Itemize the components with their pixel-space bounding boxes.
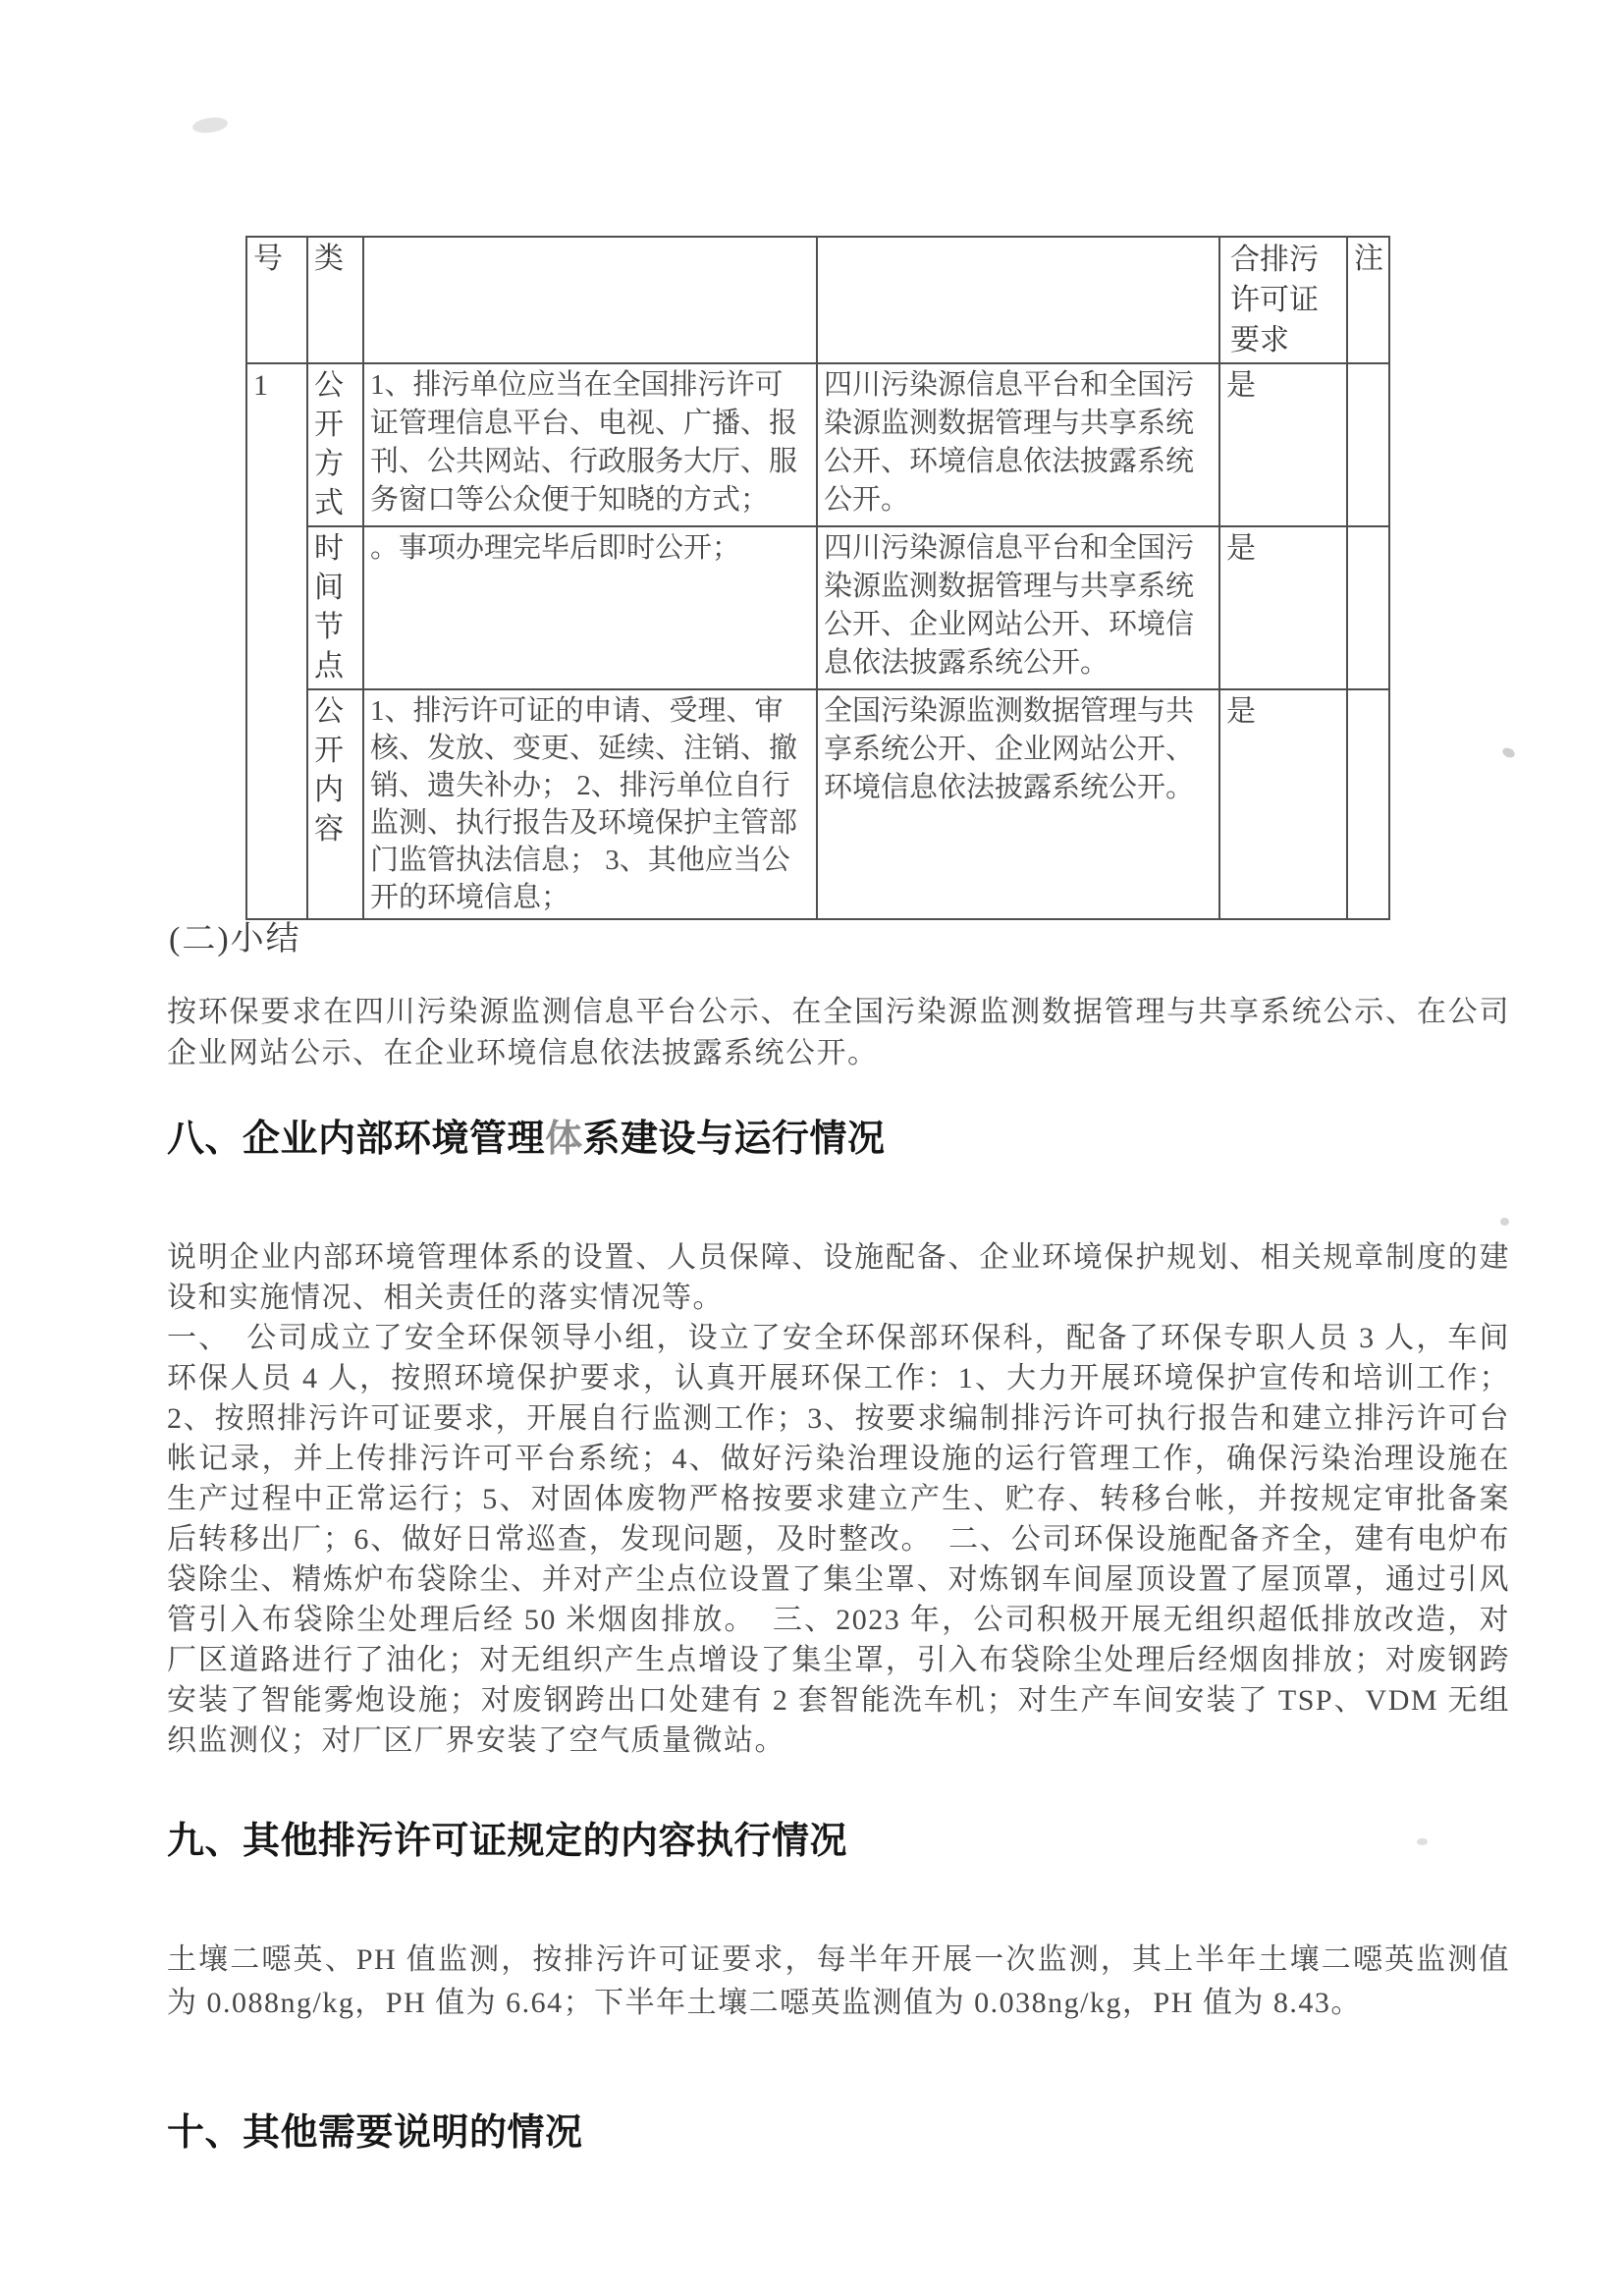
scan-speck (1417, 1838, 1428, 1845)
section-8-heading-prefix: 八、企业内部环境管理 (167, 1119, 546, 1160)
summary-paragraph: 按环保要求在四川污染源监测信息平台公示、在全国污染源监测数据管理与共享系统公示、在公司企业网站公示、在企业环境信息依法披露系统公开。 (167, 996, 1510, 1069)
section-8-heading (167, 1108, 886, 1162)
row-actual: 全国污染源监测数据管理与共享系统公开、企业网站公开、环境信息依法披露系统公开。 (817, 689, 1219, 919)
row-compliance: 是 (1219, 689, 1347, 919)
row-actual: 四川污染源信息平台和全国污染源监测数据管理与共享系统公开、环境信息依法披露系统公开。 (817, 363, 1219, 526)
header-actual (817, 237, 1219, 363)
subsection-label: (二)小结 (169, 921, 301, 957)
row-note (1347, 363, 1389, 526)
row-category: 时间节点 (307, 526, 363, 689)
section-8-body (167, 1237, 1510, 1761)
header-note: 注 (1347, 237, 1389, 363)
scan-speck (191, 116, 229, 136)
scan-speck (1500, 1218, 1509, 1226)
table-row (246, 689, 1389, 919)
section-8-heading-suffix: 系建设与运行情况 (582, 1119, 886, 1160)
header-category: 类 (307, 237, 363, 363)
table-header-row (246, 237, 1389, 363)
table-row (246, 363, 1389, 526)
disclosure-table (245, 236, 1390, 920)
section-8-paragraph-1: 说明企业内部环境管理体系的设置、人员保障、设施配备、企业环境保护规划、相关规章制度的建设和实施情况、相关责任的落实情况等。 (167, 1241, 1510, 1314)
row-note (1347, 526, 1389, 689)
row-requirement: 1、排污许可证的申请、受理、审核、发放、变更、延续、注销、撤销、遗失补办； 2、排污单位自行监测、执行报告及环境保护主管部门监管执法信息； 3、其他应当公开的环境信息； (363, 689, 817, 919)
section-8-heading-faded-char: 体 (545, 1119, 583, 1160)
scan-speck (1501, 746, 1517, 760)
header-seq: 号 (246, 237, 307, 363)
table-row (246, 526, 1389, 689)
section-10-heading: 十、其他需要说明的情况 (167, 2112, 583, 2154)
row-seq-number: 1 (246, 363, 307, 919)
header-requirement (363, 237, 817, 363)
row-category: 公开方式 (307, 363, 363, 526)
row-compliance: 是 (1219, 363, 1347, 526)
section-9-heading: 九、其他排污许可证规定的内容执行情况 (167, 1821, 848, 1862)
row-compliance: 是 (1219, 526, 1347, 689)
row-actual: 四川污染源信息平台和全国污染源监测数据管理与共享系统公开、企业网站公开、环境信息依法披露系统公开。 (817, 526, 1219, 689)
row-requirement: 。事项办理完毕后即时公开； (363, 526, 817, 689)
section-8-paragraph-2: 一、 公司成立了安全环保领导小组，设立了安全环保部环保科，配备了环保专职人员 3 人，车间环保人员 4 人，按照环境保护要求，认真开展环保工作：1、大力开展环境保护宣传和培训工作；2、按照排污许可证要求，开展自行监测工作；3、按要求编制排污许可执行报告和建立排污许可台帐记录，并上传排污许可平台系统；4、做好污染治理设施的运行管理工作，确保污染治理设施在生产过程中正常运行；5、对固体废物严格按要求建立产生、贮存、转移台帐，并按规定审批备案后转移出厂；6、做好日常巡查，发现问题，及时整改。 二、公司环保设施配备齐全，建有电炉布袋除尘、精炼炉布袋除尘、并对产尘点位设置了集尘罩、对炼钢车间屋顶设置了屋顶罩，通过引风管引入布袋除尘处理后经 50 米烟囱排放。 三、2023 年，公司积极开展无组织超低排放改造，对厂区道路进行了油化；对无组织产生点增设了集尘罩，引入布袋除尘处理后经烟囱排放；对废钢跨安装了智能雾炮设施；对废钢跨出口处建有 2 套智能洗车机；对生产车间安装了 TSP、VDM 无组织监测仪；对厂区厂界安装了空气质量微站。 (167, 1322, 1510, 1757)
row-category: 公开内容 (307, 689, 363, 919)
header-permit-compliance: 合排污许可证要求 (1219, 237, 1347, 363)
row-requirement: 1、排污单位应当在全国排污许可证管理信息平台、电视、广播、报刊、公共网站、行政服务大厅、服务窗口等公众便于知晓的方式； (363, 363, 817, 526)
row-note (1347, 689, 1389, 919)
section-9-paragraph: 土壤二噁英、PH 值监测，按排污许可证要求，每半年开展一次监测，其上半年土壤二噁英监测值为 0.088ng/kg，PH 值为 6.64；下半年土壤二噁英监测值为 0.038ng/kg，PH 值为 8.43。 (167, 1943, 1510, 2019)
